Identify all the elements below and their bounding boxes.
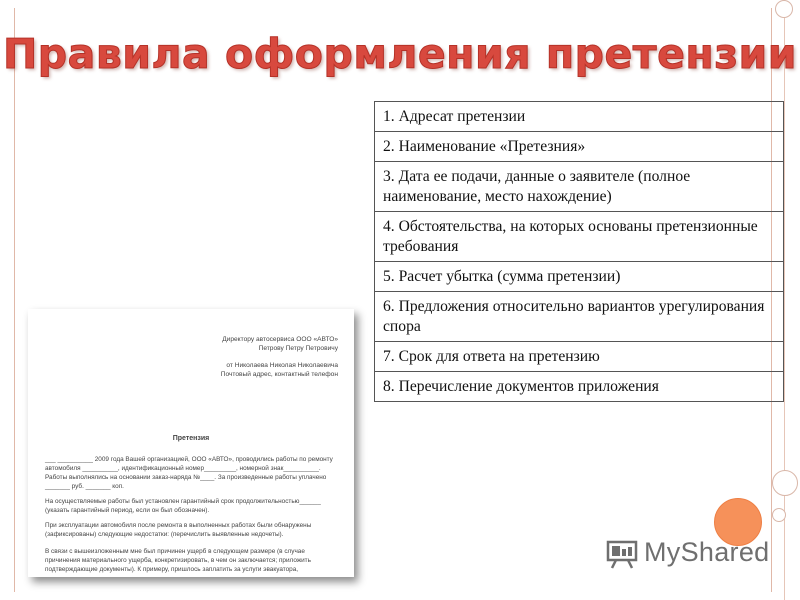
table-row [375, 342, 784, 372]
document-paragraph: При эксплуатации автомобиля после ремонта в выполненных работах были обнаружены (зафиксированы) следующие недостатки: (перечислить выявленные недочеты). [45, 522, 312, 538]
rule-item: 1. Адресат претензии [375, 102, 784, 132]
table-row [375, 102, 784, 132]
document-paragraph: На осуществляемые работы был установлен гарантийный срок продолжительностью______ (указать гарантийный период, если он был обозначен). [45, 498, 321, 514]
sample-claim-document [28, 309, 354, 577]
table-row [375, 132, 784, 162]
decorative-circle [775, 0, 793, 18]
rule-item: 5. Расчет убытка (сумма претензии) [375, 262, 784, 292]
document-sender: от Николаева Николая Николаевича Почтовый адрес, контактный телефон [220, 362, 338, 378]
rule-item: 8. Перечисление документов приложения [375, 372, 784, 402]
slide-title: Правила оформления претензии [2, 30, 797, 78]
rules-table [374, 101, 784, 402]
document-paragraph: ___ __________ 2009 года Вашей организацией, ООО «АВТО», проводились работы по ремонту автомобиля __________, идентификационный номер_________, номерной знак__________. Работы выполнялись на основании заказ-наряда №____. За произведенные работы уплачено _______ руб. _______ коп. [45, 456, 333, 490]
document-paragraph: В связи с вышеизложенным мне был причинен ущерб в следующем размере (в случае причинения материального ущерба, конкретизировать, в чем он заключается; приложить подтверждающие документы). К примеру, пришлось заплатить за услуги эвакуатора, [45, 548, 311, 573]
rule-item: 4. Обстоятельства, на которых основаны претензионные требования [375, 212, 784, 262]
rule-item: 7. Срок для ответа на претензию [375, 342, 784, 372]
document-recipient: Директору автосервиса ООО «АВТО» Петрову Петру Петровичу [222, 336, 338, 352]
decorative-circle [772, 508, 786, 522]
rule-item: 6. Предложения относительно вариантов урегулирования спора [375, 292, 784, 342]
watermark-logo [606, 537, 776, 571]
presentation-board-icon [606, 539, 640, 569]
decorative-circle [772, 470, 798, 496]
table-row [375, 292, 784, 342]
table-row [375, 262, 784, 292]
table-row [375, 372, 784, 402]
watermark-text: MyShared [644, 537, 770, 567]
rule-item: 2. Наименование «Претезния» [375, 132, 784, 162]
rule-item: 3. Дата ее подачи, данные о заявителе (полное наименование, место нахождение) [375, 162, 784, 212]
document-heading: Претензия [172, 435, 210, 442]
table-row [375, 212, 784, 262]
table-row [375, 162, 784, 212]
